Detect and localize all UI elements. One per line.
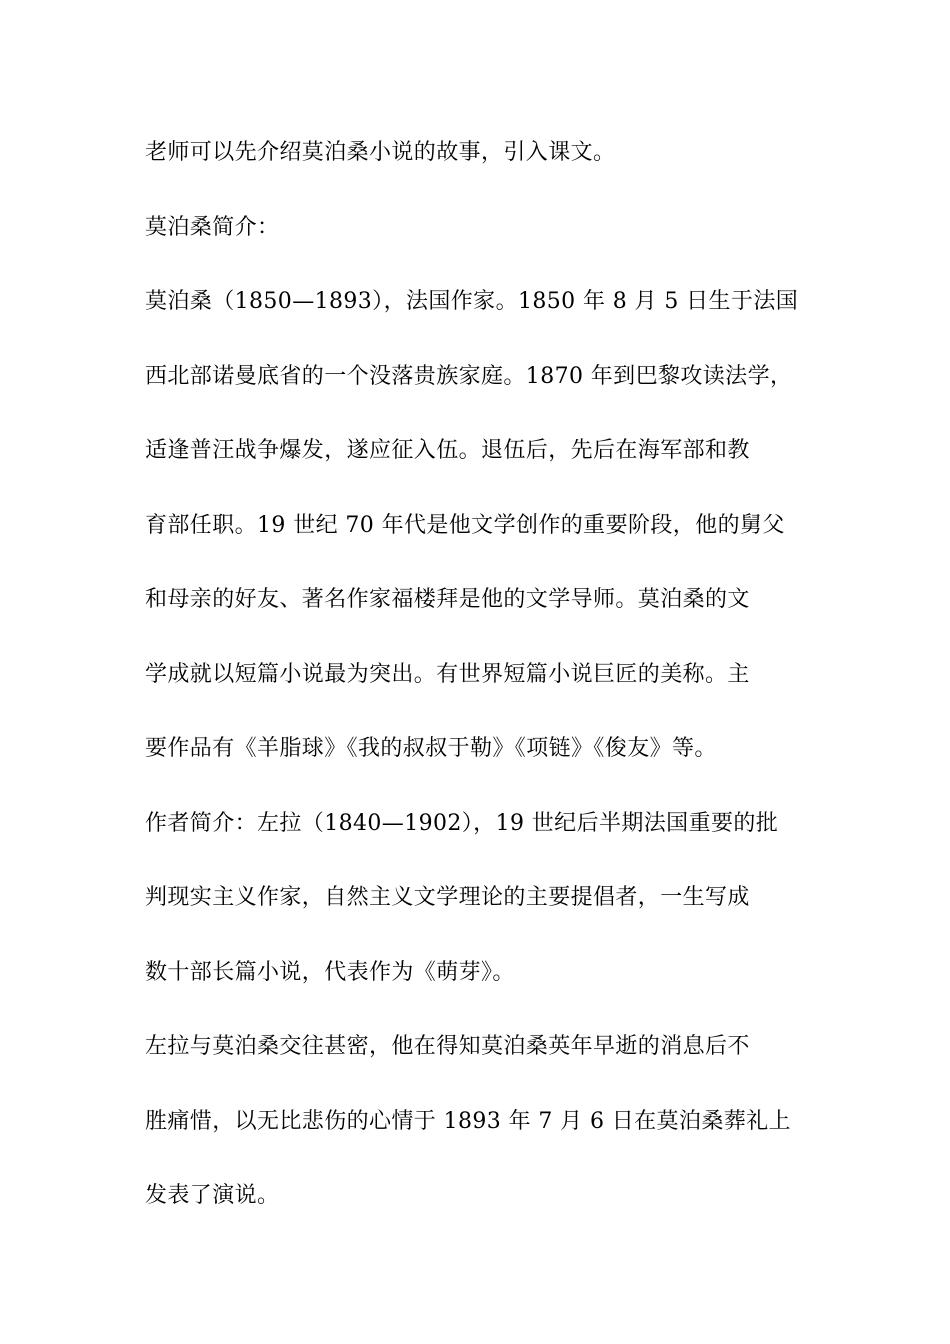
- text-line: 莫泊桑（1850—1893），法国作家。1850 年 8 月 5 日生于法国: [145, 289, 799, 314]
- text-line: 胜痛惜，以无比悲伤的心情于 1893 年 7 月 6 日在莫泊桑葬礼上: [145, 1108, 791, 1134]
- text-line: 左拉与莫泊桑交往甚密，他在得知莫泊桑英年早逝的消息后不: [145, 1034, 750, 1059]
- text-line: 判现实主义作家，自然主义文学理论的主要提倡者，一生写成: [145, 885, 750, 910]
- text-line: 数十部长篇小说，代表作为《萌芽》。: [145, 959, 515, 985]
- text-line: 莫泊桑简介：: [145, 214, 280, 240]
- text-line: 育部任职。19 世纪 70 年代是他文学创作的重要阶段，他的舅父: [145, 512, 785, 538]
- text-line: 和母亲的好友、著名作家福楼拜是他的文学导师。莫泊桑的文: [145, 587, 750, 612]
- text-line: 要作品有《羊脂球》《我的叔叔于勒》《项链》《俊友》等。: [145, 736, 717, 761]
- text-line: 适逢普汪战争爆发，遂应征入伍。退伍后，先后在海军部和教: [145, 438, 750, 463]
- text-line: 老师可以先介绍莫泊桑小说的故事，引入课文。: [145, 140, 616, 165]
- text-line: 学成就以短篇小说最为突出。有世界短篇小说巨匠的美称。主: [145, 661, 750, 687]
- text-line: 西北部诺曼底省的一个没落贵族家庭。1870 年到巴黎攻读法学，: [145, 363, 793, 389]
- text-line: 作者简介：左拉（1840—1902），19 世纪后半期法国重要的批: [145, 810, 779, 836]
- text-line: 发表了演说。: [145, 1183, 280, 1208]
- document-body: [145, 131, 815, 1249]
